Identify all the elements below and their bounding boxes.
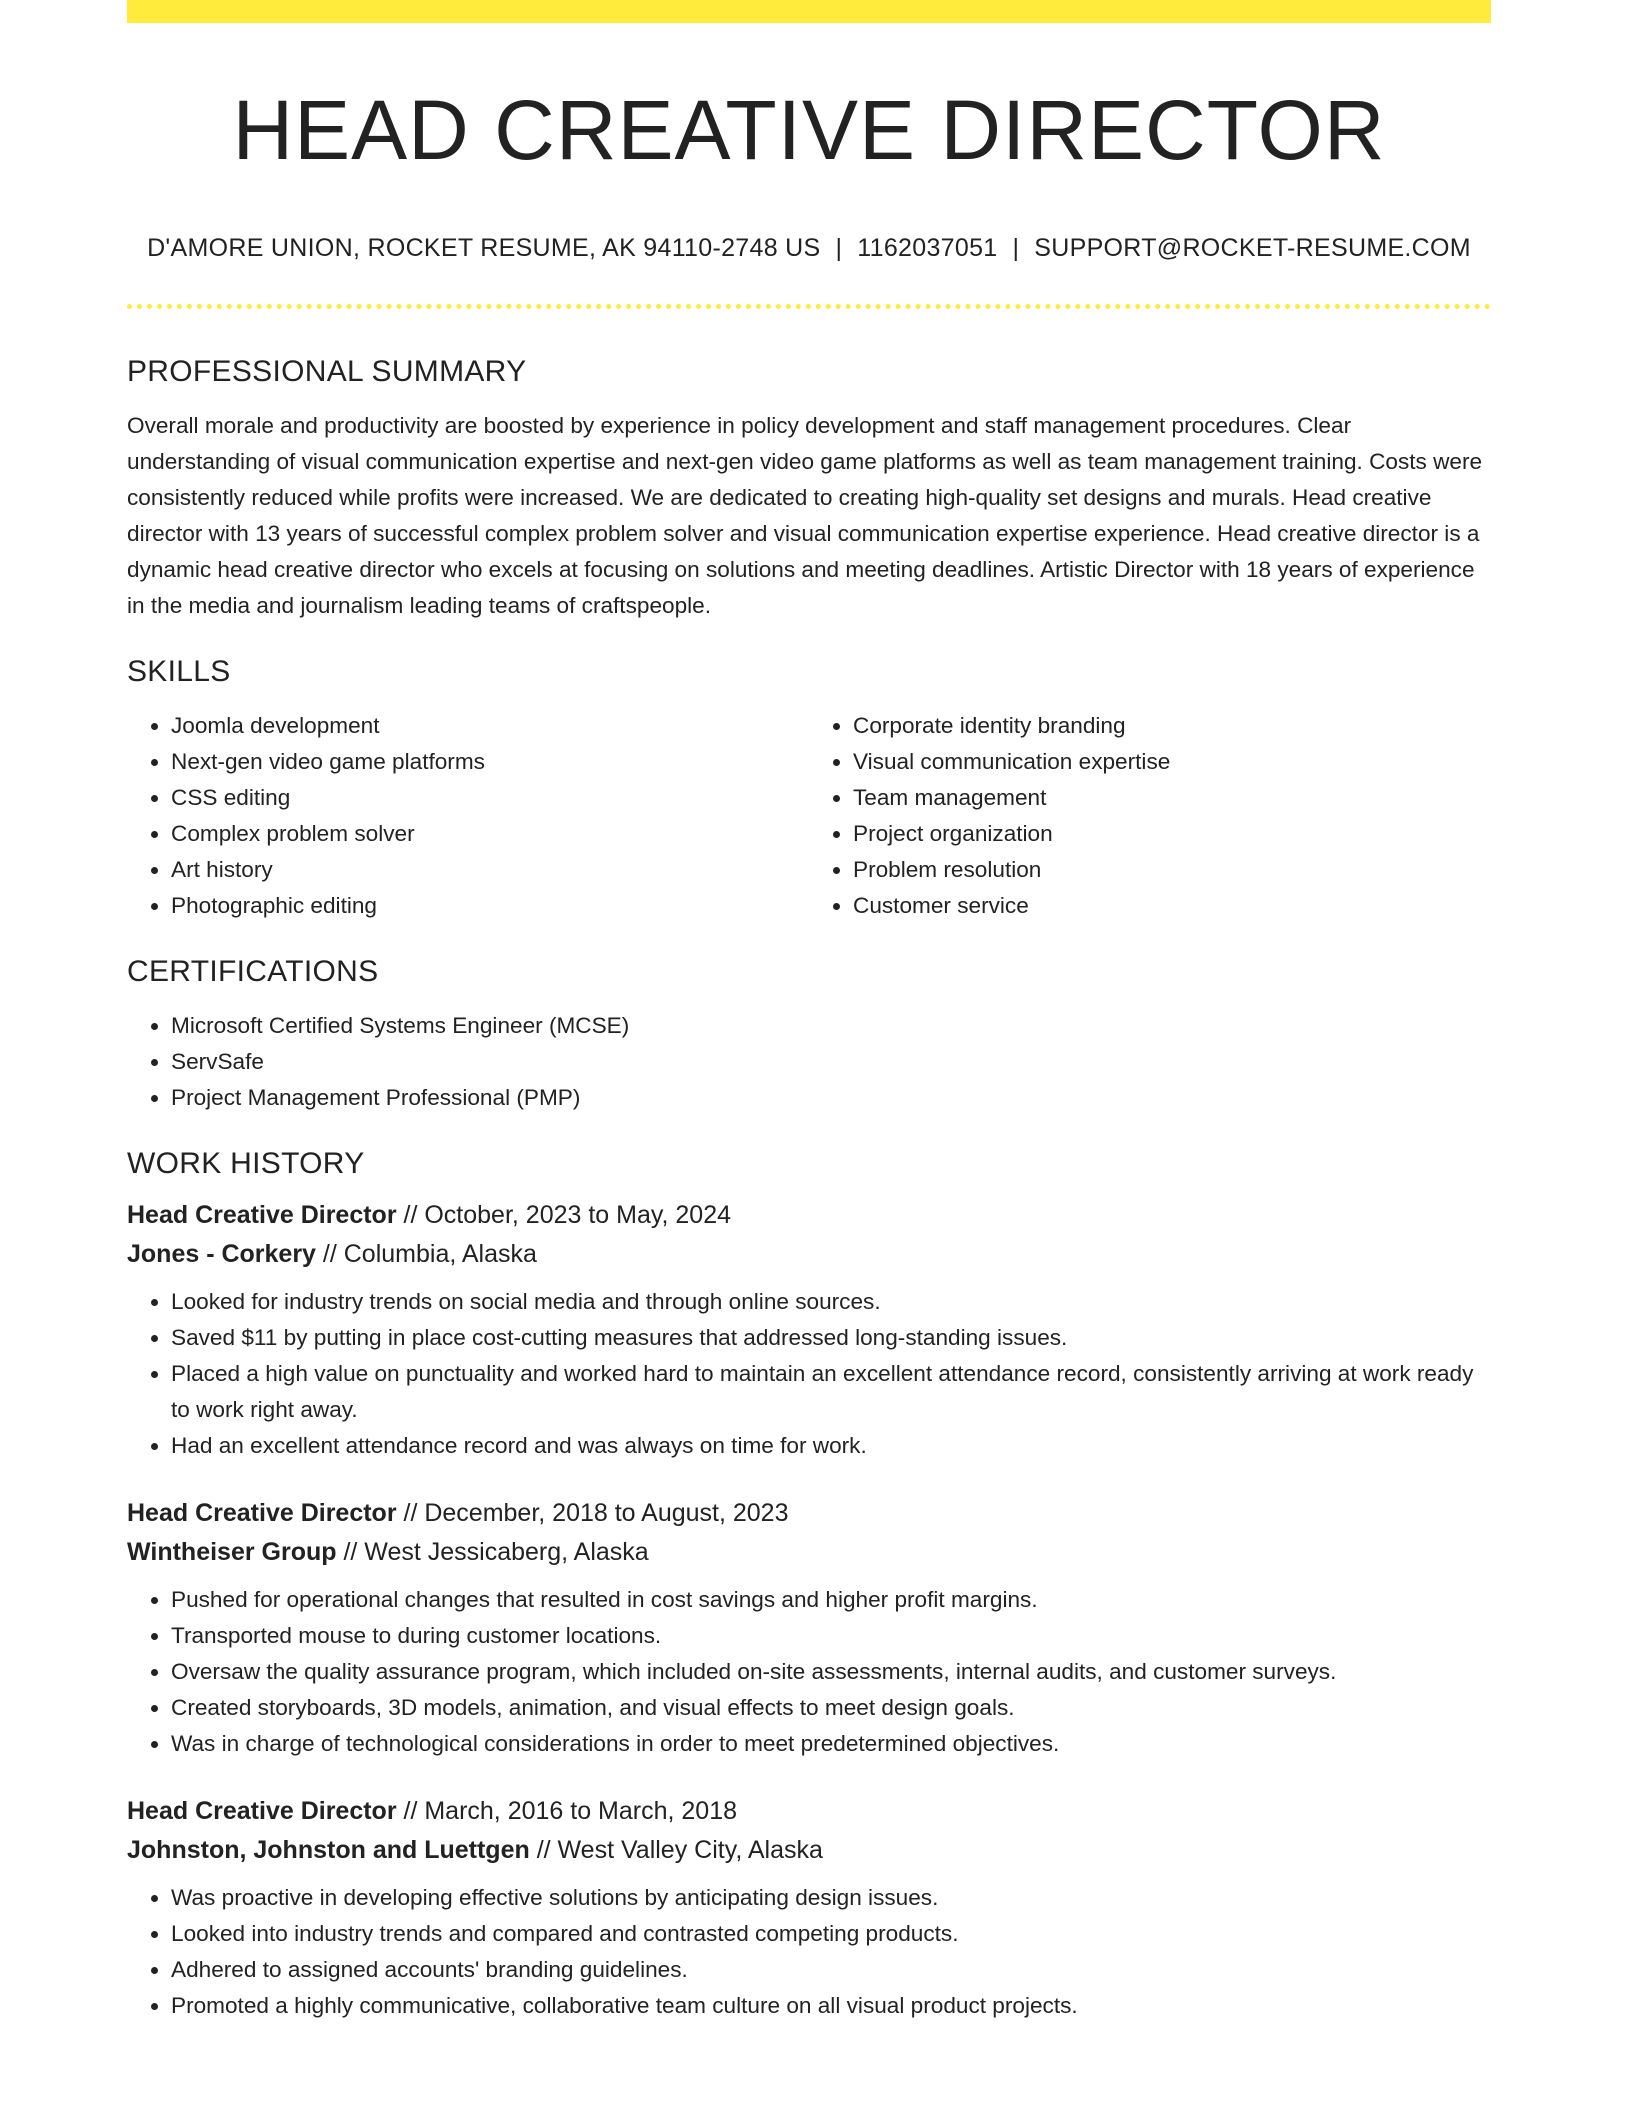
list-item: • Transported mouse to during customer locations. bbox=[171, 1618, 1491, 1654]
job-entry bbox=[127, 1494, 1491, 1762]
list-item: • Pushed for operational changes that resulted in cost savings and higher profit margins. bbox=[171, 1582, 1491, 1618]
list-item: • Looked into industry trends and compared and contrasted competing products. bbox=[171, 1916, 1491, 1952]
contact-phone: 1162037051 bbox=[857, 234, 998, 262]
list-item: • Project organization bbox=[853, 816, 1491, 852]
job-title-line bbox=[127, 1494, 1491, 1533]
resume-title: HEAD CREATIVE DIRECTOR bbox=[232, 83, 1386, 177]
job-company-line bbox=[127, 1235, 1491, 1274]
job-company: Jones - Corkery bbox=[127, 1240, 316, 1268]
skills-left-column bbox=[127, 708, 809, 924]
job-bullets bbox=[127, 1284, 1491, 1464]
job-dates: // December, 2018 to August, 2023 bbox=[396, 1499, 789, 1527]
contact-separator: | bbox=[1012, 234, 1020, 262]
list-item: • Oversaw the quality assurance program, which included on-site assessments, internal audits, and customer surveys. bbox=[171, 1654, 1491, 1690]
certifications-heading: CERTIFICATIONS bbox=[127, 955, 379, 988]
job-dates: // October, 2023 to May, 2024 bbox=[396, 1201, 732, 1229]
job-company-line bbox=[127, 1533, 1491, 1572]
list-item: • Created storyboards, 3D models, animation, and visual effects to meet design goals. bbox=[171, 1690, 1491, 1726]
list-item: • Customer service bbox=[853, 888, 1491, 924]
list-item: • Next-gen video game platforms bbox=[171, 744, 809, 780]
list-item: • Looked for industry trends on social media and through online sources. bbox=[171, 1284, 1491, 1320]
job-bullets bbox=[127, 1582, 1491, 1762]
resume-body bbox=[127, 346, 1491, 2024]
list-item: • ServSafe bbox=[171, 1044, 1491, 1080]
skills-list bbox=[127, 708, 1491, 924]
list-item: • Photographic editing bbox=[171, 888, 809, 924]
job-bullets bbox=[127, 1880, 1491, 2024]
list-item: • Was in charge of technological considerations in order to meet predetermined objectives. bbox=[171, 1726, 1491, 1762]
contact-email[interactable]: SUPPORT@ROCKET-RESUME.COM bbox=[1034, 234, 1471, 262]
summary-text: Overall morale and productivity are boosted by experience in policy development and staff management procedures. Clear understanding of visual communication expertise and next-gen video game platforms as well as team management training. Costs were consistently reduced while profits were increased. We are dedicated to creating high-quality set designs and murals. Head creative director with 13 years of successful complex problem solver and visual communication expertise experience. Head creative director is a dynamic head creative director who excels at focusing on solutions and meeting deadlines. Artistic Director with 18 years of experience in the media and journalism leading teams of craftspeople. bbox=[127, 413, 1483, 618]
work-history-list bbox=[127, 1196, 1491, 2024]
job-dates: // March, 2016 to March, 2018 bbox=[396, 1797, 738, 1825]
list-item: • Saved $11 by putting in place cost-cutting measures that addressed long-standing issues. bbox=[171, 1320, 1491, 1356]
contact-line bbox=[127, 234, 1491, 263]
list-item: • Microsoft Certified Systems Engineer (MCSE) bbox=[171, 1008, 1491, 1044]
job-entry bbox=[127, 1792, 1491, 2024]
list-item: • Art history bbox=[171, 852, 809, 888]
job-location: // West Valley City, Alaska bbox=[529, 1836, 823, 1864]
job-title-line bbox=[127, 1196, 1491, 1235]
certifications-list bbox=[127, 1008, 1491, 1116]
list-item: • Team management bbox=[853, 780, 1491, 816]
skills-right-column bbox=[809, 708, 1491, 924]
list-item: • CSS editing bbox=[171, 780, 809, 816]
job-company: Johnston, Johnston and Luettgen bbox=[127, 1836, 530, 1864]
list-item: • Corporate identity branding bbox=[853, 708, 1491, 744]
list-item: • Project Management Professional (PMP) bbox=[171, 1080, 1491, 1116]
list-item: • Joomla development bbox=[171, 708, 809, 744]
list-item: • Was proactive in developing effective solutions by anticipating design issues. bbox=[171, 1880, 1491, 1916]
list-item: • Problem resolution bbox=[853, 852, 1491, 888]
list-item: • Adhered to assigned accounts' branding guidelines. bbox=[171, 1952, 1491, 1988]
skills-heading: SKILLS bbox=[127, 655, 231, 688]
job-location: // Columbia, Alaska bbox=[315, 1240, 537, 1268]
job-role: Head Creative Director bbox=[127, 1499, 397, 1527]
list-item: • Placed a high value on punctuality and worked hard to maintain an excellent attendance record, consistently arriving at work ready to work right away. bbox=[171, 1356, 1491, 1428]
summary-heading: PROFESSIONAL SUMMARY bbox=[127, 355, 527, 388]
contact-address: D'AMORE UNION, ROCKET RESUME, AK 94110-2748 US bbox=[147, 234, 821, 262]
job-entry bbox=[127, 1196, 1491, 1464]
job-company: Wintheiser Group bbox=[127, 1538, 337, 1566]
list-item: • Visual communication expertise bbox=[853, 744, 1491, 780]
list-item: • Complex problem solver bbox=[171, 816, 809, 852]
contact-separator: | bbox=[835, 234, 843, 262]
job-location: // West Jessicaberg, Alaska bbox=[336, 1538, 649, 1566]
job-title-line bbox=[127, 1792, 1491, 1831]
work-history-heading: WORK HISTORY bbox=[127, 1147, 365, 1180]
dotted-divider bbox=[127, 304, 1491, 309]
top-accent-bar bbox=[127, 0, 1491, 23]
job-role: Head Creative Director bbox=[127, 1797, 397, 1825]
list-item: • Promoted a highly communicative, collaborative team culture on all visual product projects. bbox=[171, 1988, 1491, 2024]
job-role: Head Creative Director bbox=[127, 1201, 397, 1229]
list-item: • Had an excellent attendance record and was always on time for work. bbox=[171, 1428, 1491, 1464]
job-company-line bbox=[127, 1831, 1491, 1870]
